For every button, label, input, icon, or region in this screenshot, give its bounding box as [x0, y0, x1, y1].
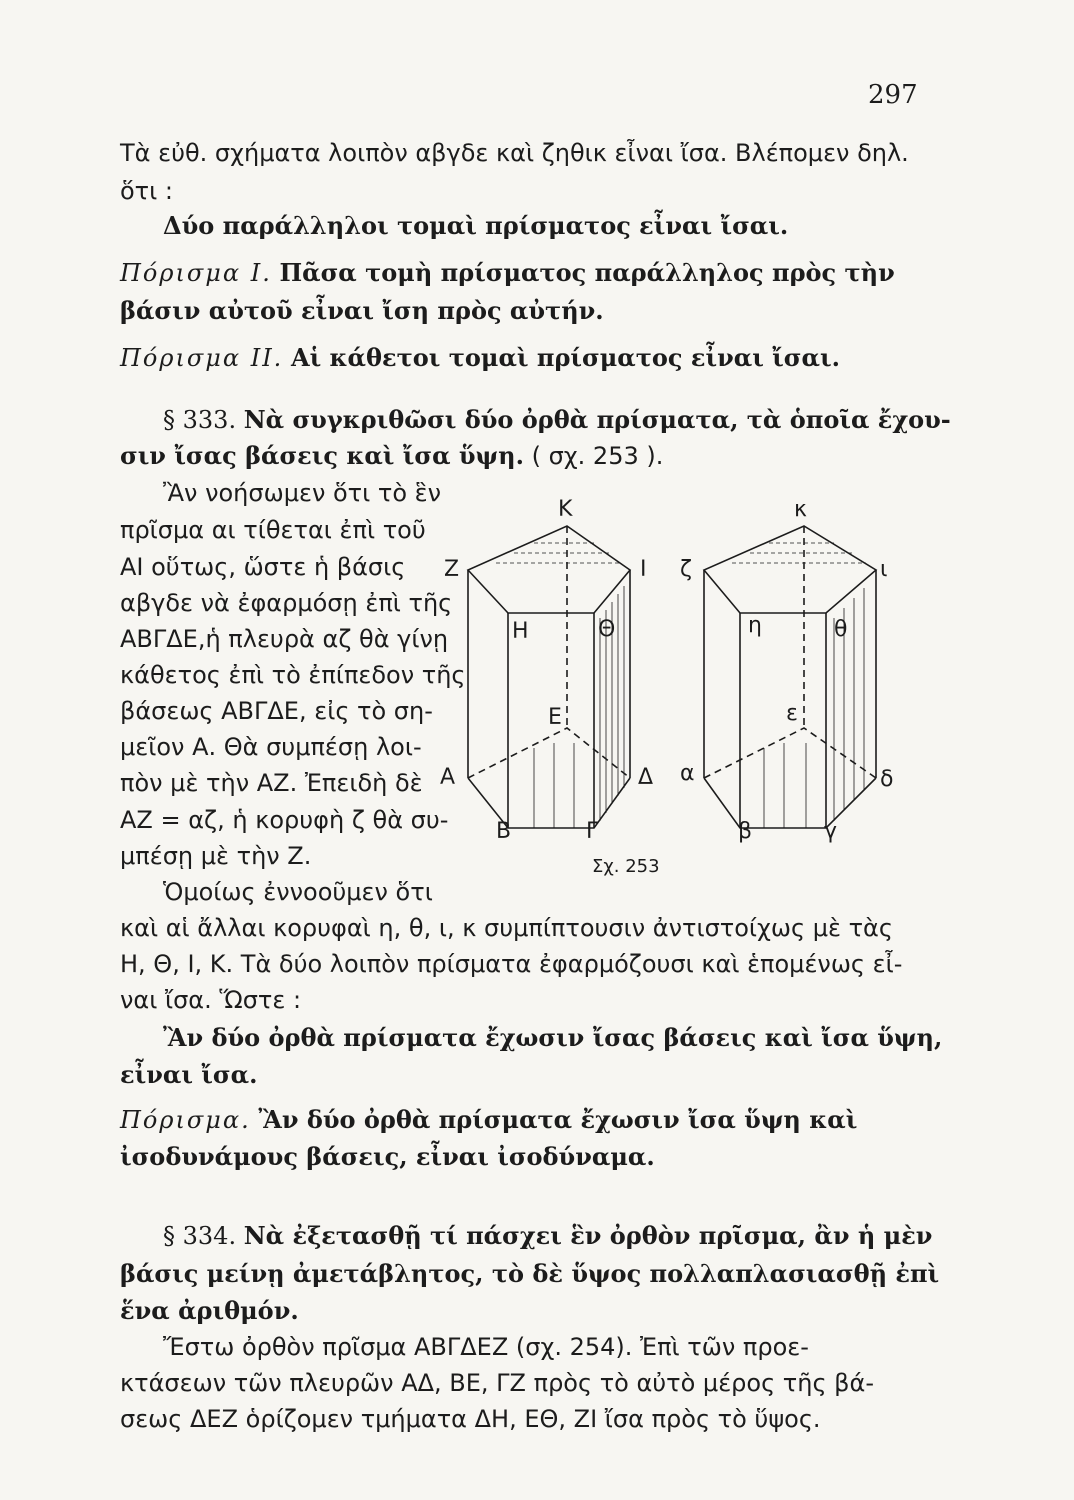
label-K: Κ	[558, 497, 573, 522]
prism-left	[468, 526, 630, 828]
label-b: β	[738, 819, 753, 844]
corollary-label: Πόρισμα Ι.	[120, 259, 272, 287]
label-th: θ	[834, 617, 848, 642]
wrapped-line: πρῖσμα αι τίθεται ἐπὶ τοῦ	[120, 516, 426, 544]
hatching	[496, 543, 622, 563]
section-334-heading	[163, 1221, 932, 1251]
text-line: Ἔστω ὀρθὸν πρῖσμα ΑΒΓΔΕΖ (σχ. 254). Ἐπὶ τῶν προε-	[163, 1333, 809, 1361]
text-line: κτάσεων τῶν πλευρῶν ΑΔ, ΒΕ, ΓΖ πρὸς τὸ αὐτὸ μέρος τῆς βά-	[120, 1369, 874, 1397]
label-I: Ι	[640, 557, 647, 582]
wrapped-line: Ἂν νοήσωμεν ὅτι τὸ ἓν	[163, 479, 442, 507]
label-TH: Θ	[598, 617, 616, 642]
text-line: Τὰ εὐθ. σχήματα λοιπὸν αβγδε καὶ ζηθικ εἶναι ἴσα. Βλέπομεν δηλ.	[120, 139, 909, 167]
wrapped-line: πὸν μὲ τὴν ΑΖ. Ἐπειδὴ δὲ	[120, 769, 423, 797]
section-334-heading-cont: ἕνα ἀριθμόν.	[120, 1296, 299, 1325]
text-line: ὅτι :	[120, 177, 173, 205]
section-title: σιν ἴσας βάσεις καὶ ἴσα ὕψη.	[120, 441, 524, 470]
label-d: δ	[880, 767, 894, 792]
prism-left-top-face	[468, 526, 630, 613]
wrapped-line: ΑΒΓΔΕ,ἡ πλευρὰ αζ θὰ γίνῃ	[120, 625, 449, 653]
corollary-text: Πᾶσα τομὴ πρίσματος παράλληλος πρὸς τὴν	[279, 258, 895, 287]
label-h: η	[748, 613, 762, 638]
corollary-label: Πόρισμα.	[120, 1106, 251, 1134]
corollary-text: Αἱ κάθετοι τομαὶ πρίσματος εἶναι ἴσαι.	[290, 343, 840, 372]
theorem-statement-cont: εἶναι ἴσα.	[120, 1060, 258, 1089]
section-333-heading-cont	[120, 441, 663, 471]
section-number: § 334.	[163, 1222, 237, 1250]
label-i: ι	[880, 557, 888, 582]
label-e: ε	[786, 701, 798, 726]
label-A: Α	[440, 765, 456, 790]
wrapped-line: ΑΙ οὕτως, ὥστε ἡ βάσις	[120, 553, 406, 581]
left-labels	[440, 497, 653, 844]
prism-right-top-face	[704, 526, 876, 613]
corollary-3-cont: ἰσοδυνάμους βάσεις, εἶναι ἰσοδύναμα.	[120, 1142, 655, 1171]
text-line: καὶ αἱ ἄλλαι κορυφαὶ η, θ, ι, κ συμπίπτουσιν ἀντιστοίχως μὲ τὰς	[120, 914, 893, 942]
wrapped-line: βάσεως ΑΒΓΔΕ, εἰς τὸ ση-	[120, 697, 433, 725]
label-g: γ	[824, 819, 838, 844]
corollary-1-cont: βάσιν αὐτοῦ εἶναι ἴση πρὸς αὐτήν.	[120, 296, 604, 325]
corollary-1	[120, 258, 915, 288]
label-B: Β	[496, 819, 512, 844]
corollary-label: Πόρισμα ΙΙ.	[120, 344, 284, 372]
corollary-3	[120, 1105, 857, 1135]
section-number: § 333.	[163, 406, 237, 434]
label-D: Δ	[638, 765, 654, 790]
figure-reference: ( σχ. 253 ).	[531, 442, 664, 470]
shading	[764, 588, 864, 828]
corollary-text: Ἂν δύο ὀρθὰ πρίσματα ἔχωσιν ἴσα ὕψη καὶ	[258, 1105, 858, 1134]
prism-right	[704, 526, 876, 828]
label-H: Η	[512, 619, 529, 644]
wrapped-line: Ὁμοίως ἐννοοῦμεν ὅτι	[163, 878, 433, 906]
wrapped-line: αβγδε νὰ ἐφαρμόσῃ ἐπὶ τῆς	[120, 589, 453, 617]
corollary-2	[120, 343, 840, 373]
wrapped-line: ΑΖ = αζ, ἡ κορυφὴ ζ θὰ συ-	[120, 806, 449, 834]
hatching	[732, 543, 866, 563]
label-G: Γ	[586, 819, 599, 844]
section-title: Νὰ ἐξετασθῇ τί πάσχει ἓν ὀρθὸν πρῖσμα, ἂν ἡ μὲν	[243, 1221, 933, 1250]
text-line: Η, Θ, Ι, Κ. Τὰ δύο λοιπὸν πρίσματα ἐφαρμόζουσι καὶ ἑπομένως εἶ-	[120, 950, 903, 978]
section-333-heading	[163, 405, 951, 435]
label-a: α	[680, 761, 695, 786]
section-334-heading-cont: βάσις μείνῃ ἀμετάβλητος, τὸ δὲ ὕψος πολλαπλασιασθῇ ἐπὶ	[120, 1259, 940, 1288]
label-Z: Ζ	[444, 557, 460, 582]
theorem-statement: Ἂν δύο ὀρθὰ πρίσματα ἔχωσιν ἴσας βάσεις καὶ ἴσα ὕψη,	[163, 1023, 943, 1052]
text-line: ναι ἴσα. Ὥστε :	[120, 986, 302, 1014]
page-number: 297	[868, 80, 918, 110]
section-title: Νὰ συγκριθῶσι δύο ὀρθὰ πρίσματα, τὰ ὁποῖα ἔχου-	[243, 405, 951, 434]
figure-caption: Σχ. 253	[592, 856, 660, 877]
label-z: ζ	[680, 557, 692, 582]
prism-figure	[434, 488, 904, 898]
label-E: Ε	[548, 705, 562, 730]
text-line: σεως ΔΕΖ ὁρίζομεν τμήματα ΔΗ, ΕΘ, ΖΙ ἴσα πρὸς τὸ ὕψος.	[120, 1405, 821, 1433]
wrapped-line: κάθετος ἐπὶ τὸ ἐπίπεδον τῆς	[120, 661, 466, 689]
wrapped-line: μεῖον Α. Θὰ συμπέσῃ λοι-	[120, 733, 422, 761]
wrapped-line: μπέσῃ μὲ τὴν Ζ.	[120, 842, 312, 870]
label-k: κ	[794, 497, 807, 522]
theorem-statement: Δύο παράλληλοι τομαὶ πρίσματος εἶναι ἴσαι.	[163, 211, 789, 240]
